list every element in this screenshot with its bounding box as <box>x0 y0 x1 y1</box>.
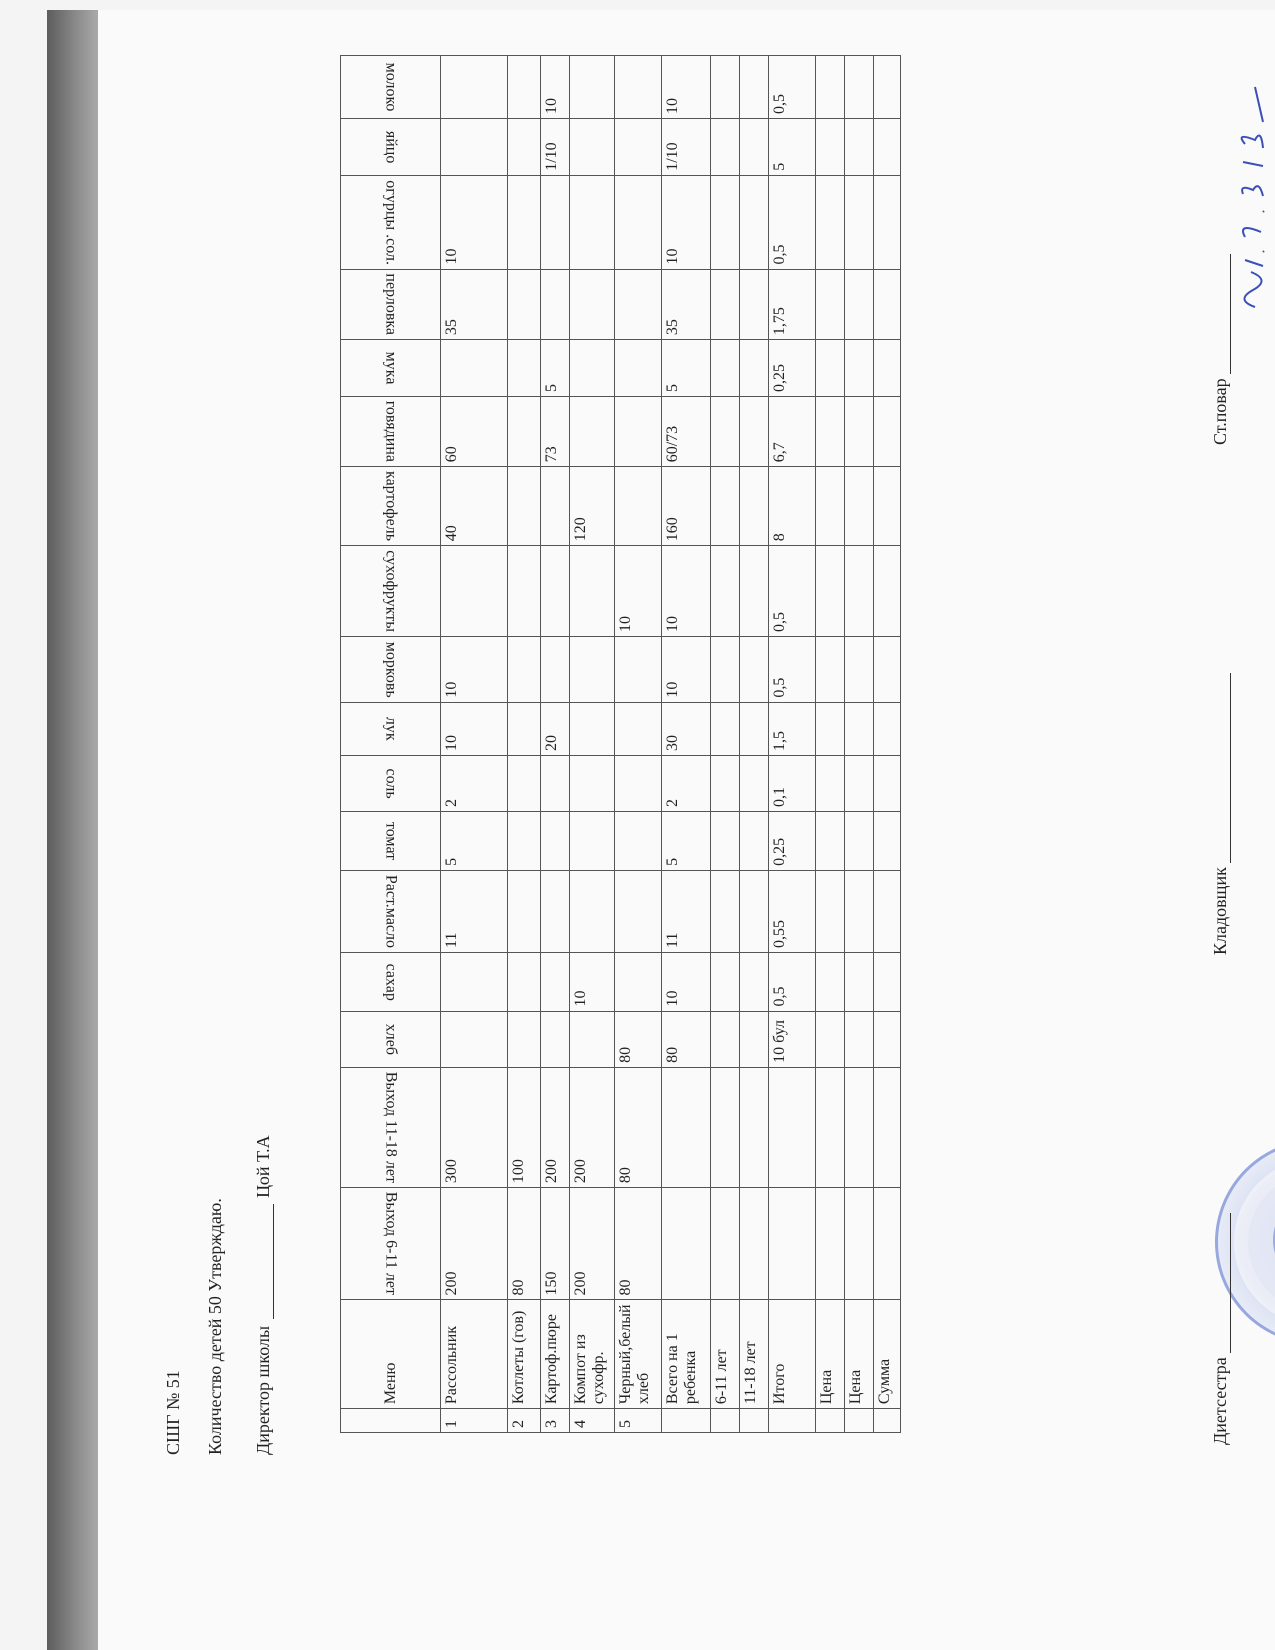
table-cell: 200 <box>441 1188 508 1300</box>
table-cell <box>740 397 769 467</box>
table-cell <box>740 702 769 755</box>
column-header <box>341 1300 441 1409</box>
table-cell <box>508 397 541 467</box>
table-cell <box>874 636 901 702</box>
table-cell <box>615 175 662 269</box>
table-cell: 5 <box>662 340 711 397</box>
table-cell <box>615 467 662 546</box>
table-cell <box>570 175 615 269</box>
column-header-label: молоко <box>382 62 400 112</box>
table-cell <box>845 175 874 269</box>
table-cell <box>541 811 570 870</box>
table-cell <box>845 811 874 870</box>
table-cell <box>874 340 901 397</box>
table-cell <box>874 467 901 546</box>
menu-item-cell: Сумма <box>874 1300 901 1409</box>
table-cell <box>441 119 508 176</box>
table-cell: 80 <box>615 1067 662 1187</box>
table-header-row <box>341 56 441 1433</box>
table-cell <box>874 1409 901 1433</box>
table-cell <box>845 1011 874 1067</box>
column-header-label: говядина <box>382 401 400 463</box>
table-cell: 80 <box>662 1011 711 1067</box>
table-cell <box>816 397 845 467</box>
table-cell <box>740 546 769 637</box>
column-header <box>341 811 441 870</box>
table-cell <box>816 119 845 176</box>
table-cell: 1 <box>441 1409 508 1433</box>
column-header-label: Выход 6-11 лет <box>382 1192 400 1296</box>
table-cell <box>845 756 874 812</box>
table-cell <box>508 952 541 1011</box>
table-cell <box>570 397 615 467</box>
column-header <box>341 702 441 755</box>
table-cell: 5 <box>541 340 570 397</box>
table-cell <box>570 756 615 812</box>
director-signature <box>255 1204 274 1319</box>
table-cell <box>874 702 901 755</box>
table-cell <box>874 1067 901 1187</box>
menu-table <box>340 55 901 1433</box>
table-cell: 5 <box>441 811 508 870</box>
table-cell <box>845 56 874 119</box>
table-cell: 6,7 <box>769 397 816 467</box>
table-cell: 4 <box>570 1409 615 1433</box>
table-cell: 120 <box>570 467 615 546</box>
table-cell <box>816 340 845 397</box>
table-cell <box>740 467 769 546</box>
table-cell <box>541 952 570 1011</box>
column-header-label: томат <box>382 821 400 860</box>
table-cell <box>845 340 874 397</box>
dietitian-label: Диетсестра <box>1210 1357 1230 1445</box>
table-cell <box>711 467 740 546</box>
table-cell <box>740 56 769 119</box>
table-cell: 80 <box>615 1011 662 1067</box>
table-cell <box>711 56 740 119</box>
column-header-label: сухофрукты <box>382 550 400 632</box>
menu-item-cell: Компот из сухофр. <box>570 1300 615 1409</box>
table-cell <box>508 340 541 397</box>
table-cell <box>711 340 740 397</box>
menu-item-cell: Черный,белый хлеб <box>615 1300 662 1409</box>
table-cell <box>874 952 901 1011</box>
table-cell: 11 <box>441 870 508 952</box>
table-cell <box>711 119 740 176</box>
table-cell <box>845 397 874 467</box>
table-cell <box>541 269 570 340</box>
table-cell <box>615 340 662 397</box>
table-cell: 0,5 <box>769 56 816 119</box>
table-cell <box>816 175 845 269</box>
table-cell <box>508 702 541 755</box>
table-cell <box>570 56 615 119</box>
table-cell <box>570 1011 615 1067</box>
table-cell <box>615 702 662 755</box>
table-row <box>711 56 740 1433</box>
table-cell: 200 <box>570 1067 615 1187</box>
storekeeper-signature <box>1212 673 1231 863</box>
table-cell <box>816 1067 845 1187</box>
table-cell <box>740 1011 769 1067</box>
table-cell <box>711 269 740 340</box>
table-cell: 200 <box>570 1188 615 1300</box>
table-cell <box>816 756 845 812</box>
table-cell: 2 <box>662 756 711 812</box>
table-cell <box>541 175 570 269</box>
column-header <box>341 1188 441 1300</box>
table-cell <box>711 811 740 870</box>
table-cell <box>711 636 740 702</box>
column-header <box>341 340 441 397</box>
table-cell <box>541 546 570 637</box>
column-header-label: перловка <box>382 273 400 336</box>
table-cell <box>662 1409 711 1433</box>
table-cell: 10 бул <box>769 1011 816 1067</box>
table-cell <box>816 56 845 119</box>
storekeeper-line <box>1210 673 1231 955</box>
table-cell <box>508 811 541 870</box>
table-cell <box>615 756 662 812</box>
table-cell: 35 <box>662 269 711 340</box>
table-cell: 10 <box>441 175 508 269</box>
table-cell <box>874 756 901 812</box>
table-cell <box>541 870 570 952</box>
table-cell <box>816 952 845 1011</box>
table-cell <box>816 811 845 870</box>
table-cell <box>711 1188 740 1300</box>
table-cell <box>845 1409 874 1433</box>
date-handwriting-svg <box>1225 82 1275 312</box>
table-cell: 300 <box>441 1067 508 1187</box>
menu-item-cell: Котлеты (гов) <box>508 1300 541 1409</box>
table-cell <box>816 1011 845 1067</box>
table-cell: 5 <box>769 119 816 176</box>
table-cell <box>816 870 845 952</box>
table-cell <box>711 1067 740 1187</box>
table-cell <box>740 1188 769 1300</box>
column-header-label: Выход 11-18 лет <box>382 1071 400 1184</box>
table-cell <box>570 870 615 952</box>
table-cell: 10 <box>541 56 570 119</box>
menu-item-cell: Всего на 1 ребенка <box>662 1300 711 1409</box>
column-header-label: огурцы .сол. <box>382 179 400 265</box>
director-label: Директор школы <box>253 1325 273 1455</box>
table-cell <box>615 397 662 467</box>
column-header <box>341 397 441 467</box>
table-cell: 10 <box>441 702 508 755</box>
menu-item-cell: Картоф.пюре <box>541 1300 570 1409</box>
table-cell <box>845 467 874 546</box>
column-header-label: хлеб <box>382 1023 400 1055</box>
table-cell: 0,1 <box>769 756 816 812</box>
table-cell <box>508 1011 541 1067</box>
menu-item-cell: Рассольник <box>441 1300 508 1409</box>
column-header-label: соль <box>382 768 400 799</box>
column-header-label: Раст.масло <box>382 874 400 948</box>
table-cell <box>541 1011 570 1067</box>
table-cell <box>769 1067 816 1187</box>
table-cell <box>769 1188 816 1300</box>
table-cell <box>874 397 901 467</box>
table-cell: 0,5 <box>769 175 816 269</box>
table-cell: 1,5 <box>769 702 816 755</box>
table-cell <box>711 397 740 467</box>
table-cell <box>441 1011 508 1067</box>
table-cell <box>740 636 769 702</box>
table-cell <box>570 340 615 397</box>
table-cell <box>615 870 662 952</box>
table-cell <box>874 269 901 340</box>
table-cell: 20 <box>541 702 570 755</box>
table-cell <box>711 1409 740 1433</box>
table-cell <box>711 702 740 755</box>
table-cell: 0,55 <box>769 870 816 952</box>
table-cell <box>740 1067 769 1187</box>
table-row <box>570 56 615 1433</box>
column-header <box>341 56 441 119</box>
table-cell: 73 <box>541 397 570 467</box>
table-cell: 60/73 <box>662 397 711 467</box>
table-cell: 10 <box>615 546 662 637</box>
column-header-label: яйцо <box>382 130 400 164</box>
table-cell <box>769 1409 816 1433</box>
table-cell: 2 <box>441 756 508 812</box>
children-count: Количество детей 50 Утверждаю. <box>205 1198 225 1455</box>
table-cell: 0,25 <box>769 340 816 397</box>
table-cell <box>570 702 615 755</box>
table-cell: 11 <box>662 870 711 952</box>
table-cell <box>441 340 508 397</box>
chef-label: Ст.повар <box>1210 378 1230 445</box>
table-cell <box>845 546 874 637</box>
column-header <box>341 1011 441 1067</box>
menu-item-cell: 11-18 лет <box>740 1300 769 1409</box>
table-cell <box>711 175 740 269</box>
table-cell <box>570 269 615 340</box>
table-cell <box>615 56 662 119</box>
table-cell: 0,5 <box>769 636 816 702</box>
column-header-label: морковь <box>382 641 400 698</box>
table-cell <box>816 1188 845 1300</box>
table-cell <box>740 175 769 269</box>
table-cell <box>816 1409 845 1433</box>
table-cell <box>541 756 570 812</box>
table-cell <box>508 870 541 952</box>
table-cell: 30 <box>662 702 711 755</box>
table-cell <box>508 756 541 812</box>
column-header <box>341 175 441 269</box>
table-cell <box>508 175 541 269</box>
table-cell <box>845 870 874 952</box>
table-cell: 1/10 <box>662 119 711 176</box>
table-cell <box>845 269 874 340</box>
table-cell <box>874 811 901 870</box>
table-cell <box>662 1188 711 1300</box>
table-row <box>740 56 769 1433</box>
table-cell: 0,5 <box>769 952 816 1011</box>
table-cell <box>615 119 662 176</box>
table-cell: 150 <box>541 1188 570 1300</box>
table-cell <box>845 1188 874 1300</box>
column-header <box>341 467 441 546</box>
table-cell <box>874 175 901 269</box>
storekeeper-label: Кладовщик <box>1210 867 1230 955</box>
table-cell: 10 <box>441 636 508 702</box>
scan-edge <box>47 10 98 1650</box>
table-cell: 40 <box>441 467 508 546</box>
table-cell <box>570 636 615 702</box>
table-cell <box>845 952 874 1011</box>
table-row <box>816 56 845 1433</box>
table-cell <box>508 546 541 637</box>
table-cell: 5 <box>662 811 711 870</box>
table-cell <box>615 636 662 702</box>
table-cell: 0,5 <box>769 546 816 637</box>
table-row <box>541 56 570 1433</box>
table-cell <box>816 467 845 546</box>
handwritten-date <box>1225 82 1275 312</box>
table-cell <box>740 340 769 397</box>
table-cell: 160 <box>662 467 711 546</box>
director-line <box>253 1135 274 1455</box>
table-cell <box>662 1067 711 1187</box>
column-header-label: картофель <box>382 471 400 542</box>
table-cell <box>508 269 541 340</box>
column-header <box>341 870 441 952</box>
table-cell <box>508 636 541 702</box>
table-cell <box>874 56 901 119</box>
table-cell <box>874 870 901 952</box>
table-cell <box>845 1067 874 1187</box>
table-cell <box>615 952 662 1011</box>
table-cell: 200 <box>541 1067 570 1187</box>
table-cell <box>740 811 769 870</box>
column-header-label: сахар <box>382 963 400 1001</box>
table-cell <box>570 119 615 176</box>
table-cell <box>441 56 508 119</box>
table-cell <box>441 952 508 1011</box>
table-row <box>662 56 711 1433</box>
menu-item-cell: Итого <box>769 1300 816 1409</box>
table-cell <box>845 636 874 702</box>
table-cell: 10 <box>662 546 711 637</box>
table-cell <box>816 546 845 637</box>
column-header-label: Меню <box>381 1362 399 1405</box>
table-row <box>508 56 541 1433</box>
table-cell: 10 <box>570 952 615 1011</box>
rotated-document <box>135 55 1270 1495</box>
dietitian-line <box>1210 1213 1231 1445</box>
table-row <box>769 56 816 1433</box>
table-cell <box>874 1188 901 1300</box>
table-cell: 80 <box>508 1188 541 1300</box>
director-name: Цой Т.А <box>253 1135 273 1198</box>
table-cell <box>508 119 541 176</box>
column-header <box>341 636 441 702</box>
table-row <box>874 56 901 1433</box>
column-header <box>341 546 441 637</box>
column-header <box>341 1409 441 1433</box>
table-cell <box>874 1011 901 1067</box>
table-cell <box>740 1409 769 1433</box>
table-cell <box>816 702 845 755</box>
table-cell: 0,25 <box>769 811 816 870</box>
table-cell <box>711 1011 740 1067</box>
table-cell: 5 <box>615 1409 662 1433</box>
table-cell <box>740 952 769 1011</box>
table-cell <box>845 119 874 176</box>
table-cell: 60 <box>441 397 508 467</box>
table-cell: 10 <box>662 952 711 1011</box>
table-cell <box>711 870 740 952</box>
table-cell <box>845 702 874 755</box>
table-cell <box>711 952 740 1011</box>
column-header <box>341 119 441 176</box>
school-title: СШГ № 51 <box>163 1370 183 1455</box>
column-header-label: лук <box>382 716 400 741</box>
column-header <box>341 756 441 812</box>
table-cell <box>740 269 769 340</box>
table-cell <box>874 546 901 637</box>
table-cell <box>570 546 615 637</box>
column-header <box>341 952 441 1011</box>
table-cell: 3 <box>541 1409 570 1433</box>
table-cell <box>541 467 570 546</box>
table-cell <box>508 467 541 546</box>
table-cell <box>541 636 570 702</box>
table-cell: 10 <box>662 175 711 269</box>
table-cell <box>740 119 769 176</box>
table-row <box>441 56 508 1433</box>
table-cell: 80 <box>615 1188 662 1300</box>
menu-item-cell: 6-11 лет <box>711 1300 740 1409</box>
table-cell <box>711 756 740 812</box>
table-cell <box>816 636 845 702</box>
menu-item-cell: Цена <box>845 1300 874 1409</box>
table-cell: 100 <box>508 1067 541 1187</box>
table-cell <box>711 546 740 637</box>
table-row <box>845 56 874 1433</box>
table-cell <box>740 756 769 812</box>
table-cell: 1/10 <box>541 119 570 176</box>
table-cell: 10 <box>662 56 711 119</box>
table-cell: 8 <box>769 467 816 546</box>
table-cell <box>816 269 845 340</box>
table-cell: 2 <box>508 1409 541 1433</box>
table-cell: 1,75 <box>769 269 816 340</box>
table-cell <box>570 811 615 870</box>
table-cell <box>441 546 508 637</box>
column-header <box>341 1067 441 1187</box>
table-cell <box>615 811 662 870</box>
dietitian-signature <box>1212 1213 1231 1353</box>
table-row <box>615 56 662 1433</box>
table-cell <box>508 56 541 119</box>
table-cell <box>740 870 769 952</box>
table-cell: 10 <box>662 636 711 702</box>
table-cell: 35 <box>441 269 508 340</box>
column-header-label: мука <box>382 351 400 385</box>
table-cell <box>874 119 901 176</box>
column-header <box>341 269 441 340</box>
table-cell <box>615 269 662 340</box>
menu-item-cell: Цена <box>816 1300 845 1409</box>
